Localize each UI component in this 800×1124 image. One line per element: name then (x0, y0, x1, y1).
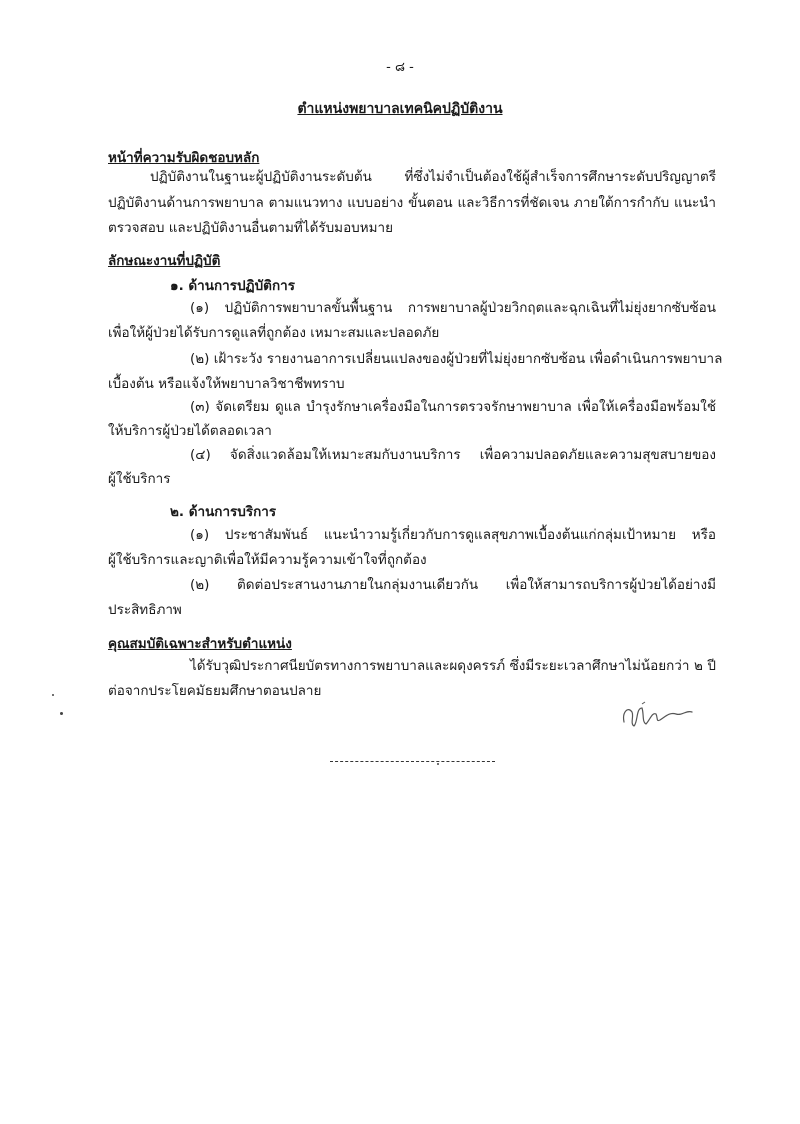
scan-speck (437, 763, 439, 765)
handwritten-signature (612, 694, 712, 734)
document-title: ตำแหน่งพยาบาลเทคนิคปฏิบัติงาน (297, 101, 503, 117)
responsibilities-line-1: ปฏิบัติงานในฐานะผู้ปฏิบัติงานระดับต้น ที่ซึ่งไม่จำเป็นต้องใช้ผู้สำเร็จการศึกษาระดับปริญญาตรี (150, 169, 716, 185)
services-item-2-line-2: ประสิทธิภาพ (108, 602, 182, 618)
operations-item-1-line-1: (๑) ปฏิบัติการพยาบาลขั้นพื้นฐาน การพยาบาลผู้ป่วยวิกฤตและฉุกเฉินที่ไม่ยุ่งยากซับซ้อน (190, 300, 716, 316)
services-item-1-line-2: ผู้ใช้บริการและญาติเพื่อให้มีความรู้ความเข้าใจที่ถูกต้อง (108, 552, 427, 568)
responsibilities-line-2: ปฏิบัติงานด้านการพยาบาล ตามแนวทาง แบบอย่าง ขั้นตอน และวิธีการที่ชัดเจน ภายใต้การกำกับ แนะนำ (108, 195, 716, 211)
operations-item-2-line-2: เบื้องต้น หรือแจ้งให้พยาบาลวิชาชีพทราบ (108, 376, 345, 392)
work-heading: ลักษณะงานที่ปฏิบัติ (108, 253, 221, 269)
scan-speck (52, 694, 54, 696)
operations-item-3-line-2: ให้บริการผู้ป่วยได้ตลอดเวลา (108, 423, 272, 439)
services-item-2-line-1: (๒) ติดต่อประสานงานภายในกลุ่มงานเดียวกัน เพื่อให้สามารถบริการผู้ป่วยได้อย่างมี (190, 577, 716, 593)
responsibilities-line-3: ตรวจสอบ และปฏิบัติงานอื่นตามที่ได้รับมอบหมาย (108, 220, 394, 236)
operations-item-4-line-1: (๔) จัดสิ่งแวดล้อมให้เหมาะสมกับงานบริการ เพื่อความปลอดภัยและความสุขสบายของ (190, 447, 716, 463)
section-services-title: ๒. ด้านการบริการ (170, 504, 277, 520)
end-divider (330, 761, 495, 762)
operations-item-1-line-2: เพื่อให้ผู้ป่วยได้รับการดูแลที่ถูกต้อง เหมาะสมและปลอดภัย (108, 325, 440, 341)
services-item-1-line-1: (๑) ประชาสัมพันธ์ แนะนำวามรู้เกี่ยวกับการดูแลสุขภาพเบื้องต้นแก่กลุ่มเป้าหมาย หรือ (190, 527, 716, 543)
responsibilities-heading: หน้าที่ความรับผิดชอบหลัก (108, 150, 260, 166)
operations-item-2-line-1: (๒) เฝ้าระวัง รายงานอาการเปลี่ยนแปลงของผู้ป่วยที่ไม่ยุ่งยากซับซ้อน เพื่อดำเนินการพยาบาล (190, 351, 723, 367)
scan-speck (60, 712, 63, 715)
qualification-heading: คุณสมบัติเฉพาะสำหรับตำแหน่ง (108, 636, 292, 652)
section-operations-title: ๑. ด้านการปฏิบัติการ (170, 278, 295, 294)
page-number: - ๘ - (386, 60, 414, 75)
qualification-line-2: ต่อจากประโยคมัธยมศึกษาตอนปลาย (108, 683, 322, 699)
operations-item-4-line-2: ผู้ใช้บริการ (108, 471, 171, 487)
qualification-line-1: ได้รับวุฒิประกาศนียบัตรทางการพยาบาลและผดุงครรภ์ ซึ่งมีระยะเวลาศึกษาไม่น้อยกว่า ๒ ปี (190, 658, 716, 674)
operations-item-3-line-1: (๓) จัดเตรียม ดูแล บำรุงรักษาเครื่องมือในการตรวจรักษาพยาบาล เพื่อให้เครื่องมือพร้อมใช้ (190, 399, 716, 415)
